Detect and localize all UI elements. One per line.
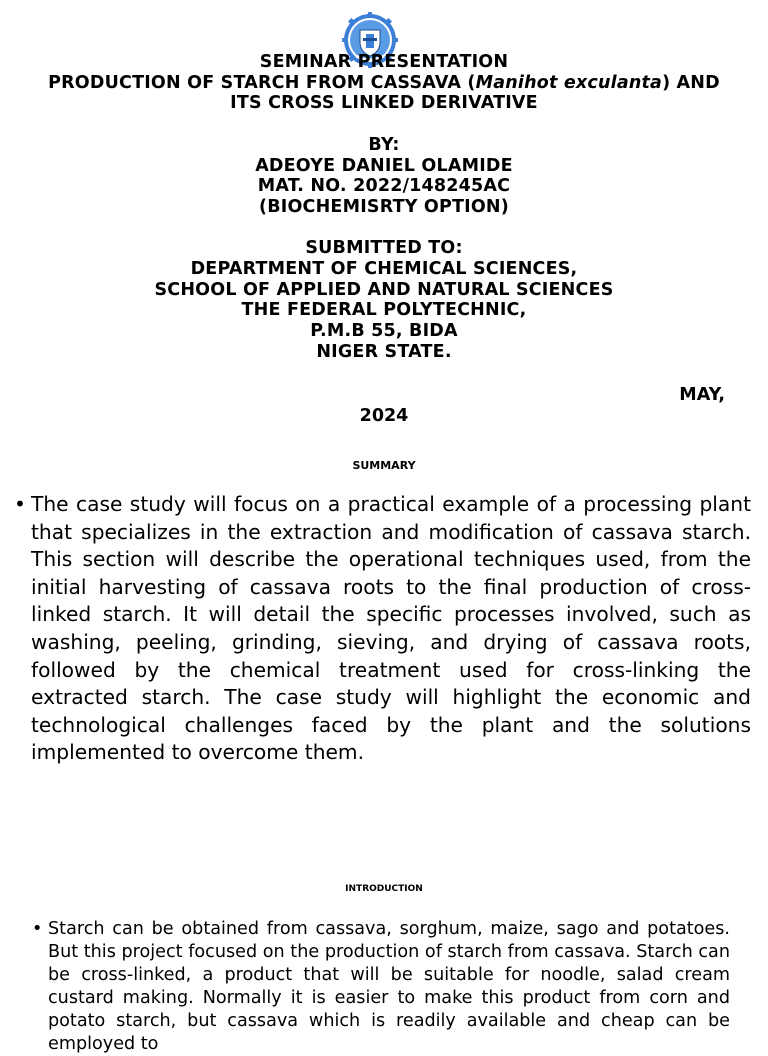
submitted-to-label: SUBMITTED TO: [305,238,463,259]
summary-slide [0,440,768,860]
seminar-label: SEMINAR PRESENTATION [259,52,509,72]
summary-bullet: • The case study will focus on a practical example of a processing plant that specializes in the extraction and modification of cassava starch. This section will describe the operational techniques used, from the initial harvesting of cassava roots to the final production of cross-linked starch. It will detail the specific processes involved, such as washing, peeling, grinding, sieving, and drying of cassava roots, followed by the chemical treatment used for cross-linking the extracted starch. The case study will highlight the economic and technological challenges faced by the plant and the solutions implemented to overcome them. [31,491,751,767]
summary-heading: SUMMARY [352,459,416,472]
author-name: ADEOYE DANIEL OLAMIDE [255,155,513,176]
introduction-slide [0,860,768,1054]
matric-number: MAT. NO. 2022/148245AC [257,176,511,197]
state-name: NIGER STATE. [316,341,452,362]
date-year: 2024 [359,405,409,426]
by-label: BY: [368,134,400,155]
project-title-line-1: PRODUCTION OF STARCH FROM CASSAVA (Manihot exculanta) AND [48,72,720,93]
introduction-heading: INTRODUCTION [345,884,423,894]
project-title-line-2: ITS CROSS LINKED DERIVATIVE [230,93,538,114]
title-block [16,52,752,363]
school-name: SCHOOL OF APPLIED AND NATURAL SCIENCES [154,279,614,300]
summary-bullet-list [31,491,751,767]
department-name: DEPARTMENT OF CHEMICAL SCIENCES, [190,259,578,279]
introduction-bullet-list [48,918,730,1056]
postal-address: P.M.B 55, BIDA [310,321,458,342]
title-slide [0,0,768,440]
species-name: Manihot exculanta [475,72,663,93]
date-month: MAY, [679,385,725,405]
option-label: (BIOCHEMISRTY OPTION) [259,196,509,217]
introduction-bullet: • Starch can be obtained from cassava, sorghum, maize, sago and potatoes. But this project focused on the production of starch from cassava. Starch can be cross-linked, a product that will be suitable for noodle, salad cream custard making. Normally it is easier to make this product from corn and potato starch, but cassava which is readily available and cheap can be employed to [48,918,730,1056]
institution-name: THE FEDERAL POLYTECHNIC, [241,300,527,321]
